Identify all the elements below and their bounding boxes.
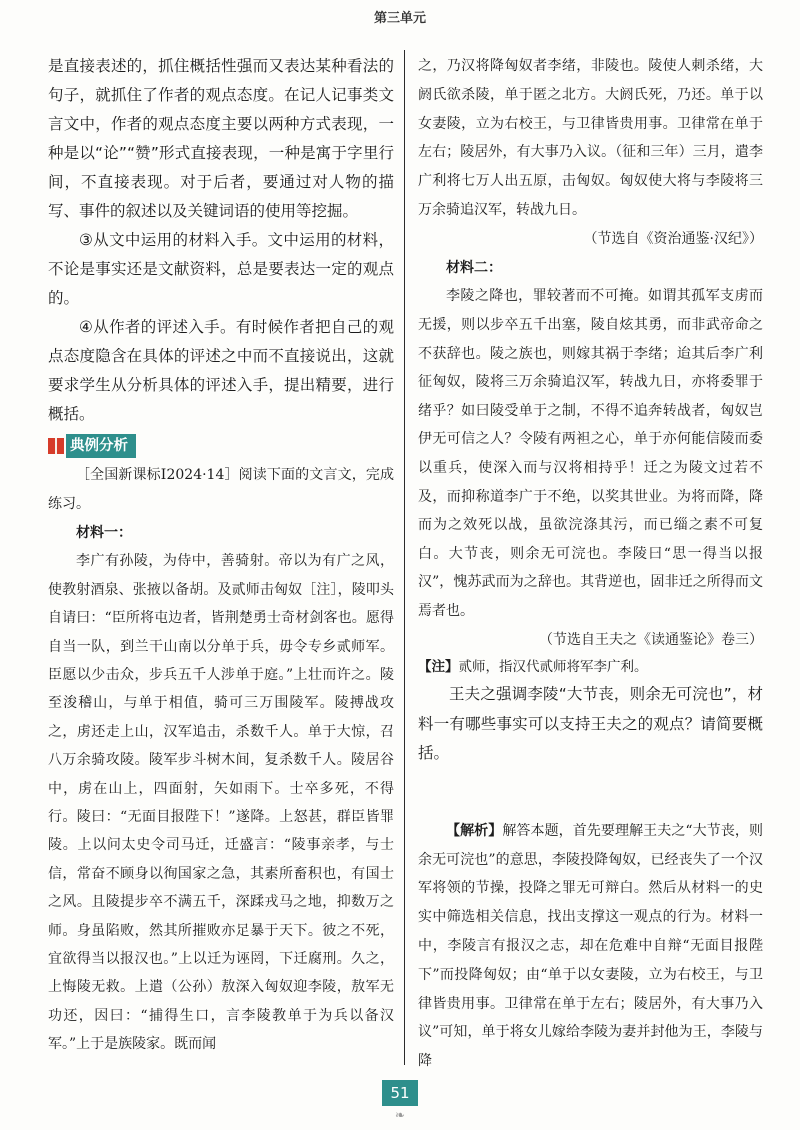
analysis-label: 【解析】	[446, 822, 503, 839]
section-heading	[48, 434, 136, 458]
question-text: 王夫之强调李陵“大节丧，则余无可浣也”，材料一有哪些事实可以支持王夫之的观点？请简要概括。	[418, 685, 763, 763]
analysis-paragraph	[418, 817, 763, 1072]
analysis-text: 解答本题，首先要理解王夫之“大节丧，则余无可浣也”的意思，李陵投降匈奴，已经丧失了一个汉军将领的节操，投降之罪无可辩白。然后从材料一的史实中筛选相关信息，找出支撑这一观点的行为。材料一中，李陵言有报汉之志，却在危难中自辩“无面目报陛下”而投降匈奴；由“单于以女妻陵，立为右校王，与卫律皆贵用事。卫律常在单于左右；陵居外，有大事乃入议”可知，单于将女儿嫁给李陵为妻并封他为王，李陵与降	[418, 822, 763, 1070]
point-3-paragraph: ③从文中运用的材料入手。文中运用的材料，不论是事实还是文献资料，总是要表达一定的观点的。	[48, 231, 394, 307]
source-2: （节选自王夫之《读通鉴论》卷三）	[539, 631, 763, 648]
task-instruction: ［全国新课标Ⅰ2024·14］阅读下面的文言文，完成练习。	[48, 467, 394, 512]
intro-paragraph: 是直接表述的，抓住概括性强而又表达某种看法的句子，就抓住了作者的观点态度。在记人记事类文言文中，作者的观点态度主要以两种方式表现，一种是以“论”“赞”形式直接表现，一种是寓于字里行间，不直接表现。对于后者，要通过对人物的描写、事件的叙述以及关键词语的使用等挖掘。	[48, 57, 394, 220]
note-label: 【注】	[418, 659, 459, 676]
book-icon	[48, 438, 64, 454]
material-1-label: 材料一：	[76, 524, 132, 541]
material-1-continued: 之，乃汉将降匈奴者李绪，非陵也。陵使人刺杀绪，大阏氏欲杀陵，单于匿之北方。大阏氏死，乃还。单于以女妻陵，立为右校王，与卫律皆贵用事。卫律常在单于左右；陵居外，有大事乃入议。（征和三年）三月，遣李广利将七万人出五原，击匈奴。匈奴使大将与李陵将三万余骑追汉军，转战九日。	[418, 58, 763, 218]
bird-ornament-icon: ❧	[394, 1108, 406, 1122]
material-1-text: 李广有孙陵，为侍中，善骑射。帝以为有广之风，使教射酒泉、张掖以备胡。及贰师击匈奴［注］，陵叩头自请曰：“臣所将屯边者，皆荆楚勇士奇材剑客也。愿得自当一队，到兰干山南以分单于兵，毋令专乡贰师军。臣愿以少击众，步兵五千人涉单于庭。”上壮而许之。陵至浚稽山，与单于相值，骑可三万围陵军。陵搏战攻之，虏还走上山，汉军追击，杀数千人。单于大惊，召八万余骑攻陵。陵军步斗树木间，复杀数千人。陵居谷中，虏在山上，四面射，矢如雨下。士卒多死，不得行。陵曰：“无面目报陛下！”遂降。上怒甚，群臣皆罪陵。上以问太史令司马迁，迁盛言：“陵事亲孝，与士信，常奋不顾身以徇国家之急，其素所畜积也，有国士之风。且陵提步卒不满五千，深蹂戎马之地，抑数万之师。身虽陷败，然其所摧败亦足暴于天下。彼之不死，宜欲得当以报汉也。”上以迁为诬罔，下迁腐刑。久之，上悔陵无救。上遣（公孙）敖深入匈奴迎李陵，敖军无功还，因曰：“捕得生口，言李陵教单于为兵以备汉军。”上于是族陵家。既而闻	[48, 553, 394, 1053]
page-number: 51	[382, 1080, 418, 1106]
source-1: （节选自《资治通鉴·汉纪》）	[583, 230, 763, 247]
section-title: 典例分析	[66, 434, 136, 458]
unit-header: 第三单元	[373, 11, 426, 26]
material-2-text: 李陵之降也，罪较著而不可掩。如谓其孤军支虏而无援，则以步卒五千出塞，陵自炫其勇，而非武帝命之不获辞也。陵之族也，则嫁其祸于李绪；迨其后李广利征匈奴，陵将三万余骑追汉军，转战九日，亦将委罪于绪乎？如曰陵受单于之制，不得不追奔转战者，匈奴岂伊无可信之人？令陵有两袒之心，单于亦何能信陵而委以重兵，使深入而与汉将相持乎！迁之为陵文过若不及，而抑称道李广于不绝，以奖其世业。为将而降，降而为之效死以战，虽欲浣涤其污，而已缁之素不可复白。大节丧，则余无可浣也。李陵曰“思一得当以报汉”，愧苏武而为之辞也。其背逆也，固非迁之所得而文焉者也。	[418, 288, 763, 619]
left-column	[48, 52, 394, 1072]
point-4-paragraph: ④从作者的评述入手。有时候作者把自己的观点态度隐含在具体的评述之中而不直接说出，这就要求学生从分析具体的评述入手，提出精要，进行概括。	[48, 318, 394, 423]
material-2-label: 材料二：	[446, 259, 502, 276]
note-text: 贰师，指汉代贰师将军李广利。	[458, 659, 648, 676]
right-column	[418, 52, 763, 1072]
footnote	[418, 654, 763, 680]
column-divider	[404, 50, 405, 1065]
